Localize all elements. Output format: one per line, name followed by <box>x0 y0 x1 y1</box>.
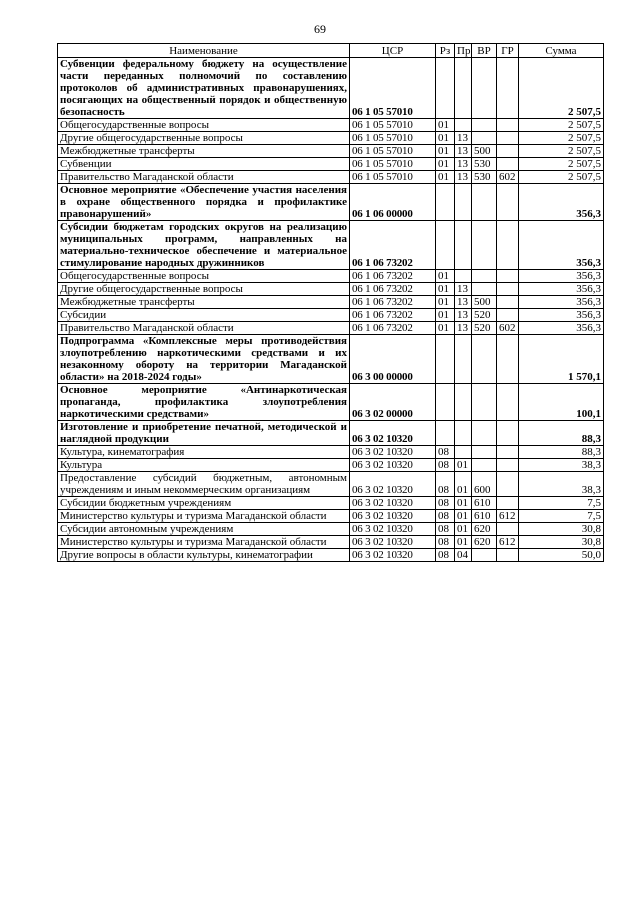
row-pr-cell: 01 <box>455 472 472 497</box>
row-csr-cell: 06 3 02 10320 <box>350 497 436 510</box>
row-sum-cell: 356,3 <box>519 309 604 322</box>
table-row <box>58 322 604 335</box>
row-csr-cell: 06 3 02 10320 <box>350 523 436 536</box>
table-row <box>58 58 604 119</box>
row-csr-cell: 06 3 00 00000 <box>350 335 436 384</box>
row-vr-cell <box>472 446 497 459</box>
row-csr-cell: 06 1 06 73202 <box>350 322 436 335</box>
row-name-cell: Общегосударственные вопросы <box>58 270 350 283</box>
row-csr-cell: 06 3 02 10320 <box>350 536 436 549</box>
row-rz-cell: 08 <box>436 536 455 549</box>
row-pr-cell <box>455 58 472 119</box>
row-sum-cell: 2 507,5 <box>519 119 604 132</box>
table-row <box>58 472 604 497</box>
row-rz-cell: 08 <box>436 497 455 510</box>
row-gr-cell <box>497 497 519 510</box>
row-name-cell: Министерство культуры и туризма Магаданской области <box>58 536 350 549</box>
row-pr-cell <box>455 119 472 132</box>
row-rz-cell: 01 <box>436 309 455 322</box>
row-pr-cell: 13 <box>455 145 472 158</box>
row-rz-cell <box>436 184 455 221</box>
row-name-cell: Подпрограмма «Комплексные меры противодействия злоупотреблению наркотическими средствами и их незаконному обороту на территории Магаданской области» на 2018-2024 годы» <box>58 335 350 384</box>
table-row <box>58 459 604 472</box>
row-pr-cell <box>455 384 472 421</box>
row-pr-cell: 13 <box>455 309 472 322</box>
row-gr-cell <box>497 58 519 119</box>
row-gr-cell <box>497 270 519 283</box>
row-rz-cell: 08 <box>436 446 455 459</box>
row-csr-cell: 06 1 06 73202 <box>350 296 436 309</box>
row-name-cell: Основное мероприятие «Обеспечение участия населения в охране общественного порядка и профилактике правонарушений» <box>58 184 350 221</box>
row-gr-cell <box>497 309 519 322</box>
row-vr-cell: 530 <box>472 171 497 184</box>
row-gr-cell <box>497 335 519 384</box>
row-name-cell: Предоставление субсидий бюджетным, автономным учреждениям и иным некоммерческим организациям <box>58 472 350 497</box>
row-rz-cell: 08 <box>436 549 455 562</box>
row-sum-cell: 2 507,5 <box>519 58 604 119</box>
row-csr-cell: 06 3 02 00000 <box>350 384 436 421</box>
column-header-pr: Пр <box>455 44 472 58</box>
row-vr-cell <box>472 132 497 145</box>
table-row <box>58 283 604 296</box>
table-row <box>58 549 604 562</box>
row-pr-cell: 13 <box>455 296 472 309</box>
row-sum-cell: 30,8 <box>519 536 604 549</box>
column-header-rz: Рз <box>436 44 455 58</box>
row-name-cell: Основное мероприятие «Антинаркотическая пропаганда, профилактика злоупотребления наркотическими средствами» <box>58 384 350 421</box>
row-gr-cell: 602 <box>497 322 519 335</box>
row-gr-cell <box>497 523 519 536</box>
row-pr-cell <box>455 221 472 270</box>
row-vr-cell <box>472 58 497 119</box>
row-sum-cell: 1 570,1 <box>519 335 604 384</box>
table-header-row <box>58 44 604 58</box>
table-row <box>58 421 604 446</box>
row-csr-cell: 06 1 06 73202 <box>350 221 436 270</box>
row-gr-cell: 612 <box>497 536 519 549</box>
row-gr-cell <box>497 132 519 145</box>
row-vr-cell: 530 <box>472 158 497 171</box>
row-csr-cell: 06 1 05 57010 <box>350 132 436 145</box>
column-header-name: Наименование <box>58 44 350 58</box>
table-row <box>58 296 604 309</box>
row-name-cell: Другие общегосударственные вопросы <box>58 132 350 145</box>
row-rz-cell <box>436 421 455 446</box>
table-row <box>58 536 604 549</box>
budget-table <box>57 43 604 562</box>
row-rz-cell <box>436 335 455 384</box>
row-gr-cell <box>497 459 519 472</box>
row-rz-cell <box>436 384 455 421</box>
row-pr-cell: 01 <box>455 536 472 549</box>
row-pr-cell: 13 <box>455 158 472 171</box>
row-pr-cell <box>455 335 472 384</box>
row-vr-cell <box>472 421 497 446</box>
row-sum-cell: 356,3 <box>519 322 604 335</box>
row-sum-cell: 356,3 <box>519 270 604 283</box>
row-rz-cell: 01 <box>436 145 455 158</box>
column-header-sum: Сумма <box>519 44 604 58</box>
row-vr-cell: 610 <box>472 497 497 510</box>
row-vr-cell <box>472 221 497 270</box>
row-csr-cell: 06 1 05 57010 <box>350 158 436 171</box>
row-vr-cell <box>472 459 497 472</box>
row-name-cell: Субсидии <box>58 309 350 322</box>
table-row <box>58 145 604 158</box>
row-name-cell: Правительство Магаданской области <box>58 322 350 335</box>
table-row <box>58 184 604 221</box>
row-gr-cell <box>497 446 519 459</box>
row-name-cell: Субсидии бюджетам городских округов на реализацию муниципальных программ, направленных на материально-техническое обеспечение и материальное стимулирование народных дружинников <box>58 221 350 270</box>
row-pr-cell <box>455 270 472 283</box>
row-vr-cell: 520 <box>472 309 497 322</box>
row-vr-cell: 600 <box>472 472 497 497</box>
row-rz-cell: 08 <box>436 510 455 523</box>
row-sum-cell: 356,3 <box>519 283 604 296</box>
row-sum-cell: 88,3 <box>519 446 604 459</box>
row-vr-cell <box>472 335 497 384</box>
row-csr-cell: 06 3 02 10320 <box>350 510 436 523</box>
row-sum-cell: 2 507,5 <box>519 158 604 171</box>
table-row <box>58 270 604 283</box>
row-pr-cell: 01 <box>455 497 472 510</box>
row-rz-cell: 01 <box>436 322 455 335</box>
row-rz-cell: 08 <box>436 459 455 472</box>
row-name-cell: Другие общегосударственные вопросы <box>58 283 350 296</box>
row-name-cell: Правительство Магаданской области <box>58 171 350 184</box>
table-row <box>58 132 604 145</box>
row-csr-cell: 06 1 06 00000 <box>350 184 436 221</box>
row-pr-cell <box>455 446 472 459</box>
row-vr-cell <box>472 384 497 421</box>
row-rz-cell <box>436 58 455 119</box>
table-row <box>58 309 604 322</box>
row-gr-cell <box>497 384 519 421</box>
row-csr-cell: 06 1 06 73202 <box>350 283 436 296</box>
row-name-cell: Субвенции федеральному бюджету на осуществление части переданных полномочий по составлению протоколов об административных правонарушениях, посягающих на общественный порядок и общественную безопасность <box>58 58 350 119</box>
row-sum-cell: 7,5 <box>519 497 604 510</box>
table-row <box>58 335 604 384</box>
row-name-cell: Субсидии автономным учреждениям <box>58 523 350 536</box>
row-pr-cell: 13 <box>455 132 472 145</box>
row-sum-cell: 38,3 <box>519 459 604 472</box>
table-row <box>58 384 604 421</box>
table-row <box>58 523 604 536</box>
row-name-cell: Межбюджетные трансферты <box>58 296 350 309</box>
row-gr-cell: 602 <box>497 171 519 184</box>
column-header-gr: ГР <box>497 44 519 58</box>
row-pr-cell: 01 <box>455 523 472 536</box>
row-rz-cell: 01 <box>436 158 455 171</box>
column-header-csr: ЦСР <box>350 44 436 58</box>
row-sum-cell: 7,5 <box>519 510 604 523</box>
row-name-cell: Культура, кинематография <box>58 446 350 459</box>
row-rz-cell <box>436 221 455 270</box>
row-vr-cell: 620 <box>472 523 497 536</box>
row-gr-cell <box>497 184 519 221</box>
table-row <box>58 221 604 270</box>
table-row <box>58 171 604 184</box>
row-vr-cell <box>472 119 497 132</box>
row-rz-cell: 01 <box>436 296 455 309</box>
row-rz-cell: 01 <box>436 171 455 184</box>
row-sum-cell: 38,3 <box>519 472 604 497</box>
row-csr-cell: 06 1 06 73202 <box>350 270 436 283</box>
row-gr-cell <box>497 158 519 171</box>
row-vr-cell <box>472 549 497 562</box>
row-pr-cell <box>455 184 472 221</box>
row-pr-cell: 13 <box>455 171 472 184</box>
row-pr-cell: 01 <box>455 510 472 523</box>
table-row <box>58 158 604 171</box>
row-name-cell: Культура <box>58 459 350 472</box>
row-gr-cell <box>497 145 519 158</box>
row-vr-cell <box>472 270 497 283</box>
row-pr-cell: 13 <box>455 322 472 335</box>
row-rz-cell: 01 <box>436 119 455 132</box>
row-sum-cell: 2 507,5 <box>519 132 604 145</box>
row-sum-cell: 356,3 <box>519 184 604 221</box>
row-vr-cell <box>472 184 497 221</box>
row-sum-cell: 356,3 <box>519 296 604 309</box>
row-csr-cell: 06 1 05 57010 <box>350 58 436 119</box>
row-rz-cell: 01 <box>436 283 455 296</box>
row-sum-cell: 2 507,5 <box>519 145 604 158</box>
row-gr-cell <box>497 421 519 446</box>
row-rz-cell: 01 <box>436 132 455 145</box>
row-name-cell: Другие вопросы в области культуры, кинематографии <box>58 549 350 562</box>
row-csr-cell: 06 1 06 73202 <box>350 309 436 322</box>
row-gr-cell <box>497 119 519 132</box>
row-pr-cell <box>455 421 472 446</box>
row-rz-cell: 01 <box>436 270 455 283</box>
row-csr-cell: 06 1 05 57010 <box>350 171 436 184</box>
row-rz-cell: 08 <box>436 472 455 497</box>
row-sum-cell: 30,8 <box>519 523 604 536</box>
row-sum-cell: 88,3 <box>519 421 604 446</box>
row-rz-cell: 08 <box>436 523 455 536</box>
row-pr-cell: 04 <box>455 549 472 562</box>
row-name-cell: Субвенции <box>58 158 350 171</box>
page-number: 69 <box>314 22 326 36</box>
table-row <box>58 119 604 132</box>
row-vr-cell: 500 <box>472 145 497 158</box>
row-gr-cell <box>497 283 519 296</box>
row-sum-cell: 356,3 <box>519 221 604 270</box>
row-gr-cell: 612 <box>497 510 519 523</box>
row-pr-cell: 01 <box>455 459 472 472</box>
row-csr-cell: 06 1 05 57010 <box>350 119 436 132</box>
row-csr-cell: 06 3 02 10320 <box>350 459 436 472</box>
row-csr-cell: 06 3 02 10320 <box>350 472 436 497</box>
row-vr-cell <box>472 283 497 296</box>
row-csr-cell: 06 3 02 10320 <box>350 421 436 446</box>
row-csr-cell: 06 3 02 10320 <box>350 549 436 562</box>
row-gr-cell <box>497 472 519 497</box>
row-vr-cell: 500 <box>472 296 497 309</box>
table-row <box>58 497 604 510</box>
row-csr-cell: 06 1 05 57010 <box>350 145 436 158</box>
column-header-vr: ВР <box>472 44 497 58</box>
row-gr-cell <box>497 296 519 309</box>
row-vr-cell: 610 <box>472 510 497 523</box>
row-vr-cell: 520 <box>472 322 497 335</box>
row-name-cell: Субсидии бюджетным учреждениям <box>58 497 350 510</box>
row-name-cell: Межбюджетные трансферты <box>58 145 350 158</box>
row-gr-cell <box>497 221 519 270</box>
row-vr-cell: 620 <box>472 536 497 549</box>
row-gr-cell <box>497 549 519 562</box>
row-csr-cell: 06 3 02 10320 <box>350 446 436 459</box>
row-sum-cell: 100,1 <box>519 384 604 421</box>
row-pr-cell: 13 <box>455 283 472 296</box>
row-name-cell: Общегосударственные вопросы <box>58 119 350 132</box>
row-name-cell: Министерство культуры и туризма Магаданской области <box>58 510 350 523</box>
row-sum-cell: 50,0 <box>519 549 604 562</box>
table-row <box>58 510 604 523</box>
row-name-cell: Изготовление и приобретение печатной, методической и наглядной продукции <box>58 421 350 446</box>
row-sum-cell: 2 507,5 <box>519 171 604 184</box>
table-row <box>58 446 604 459</box>
